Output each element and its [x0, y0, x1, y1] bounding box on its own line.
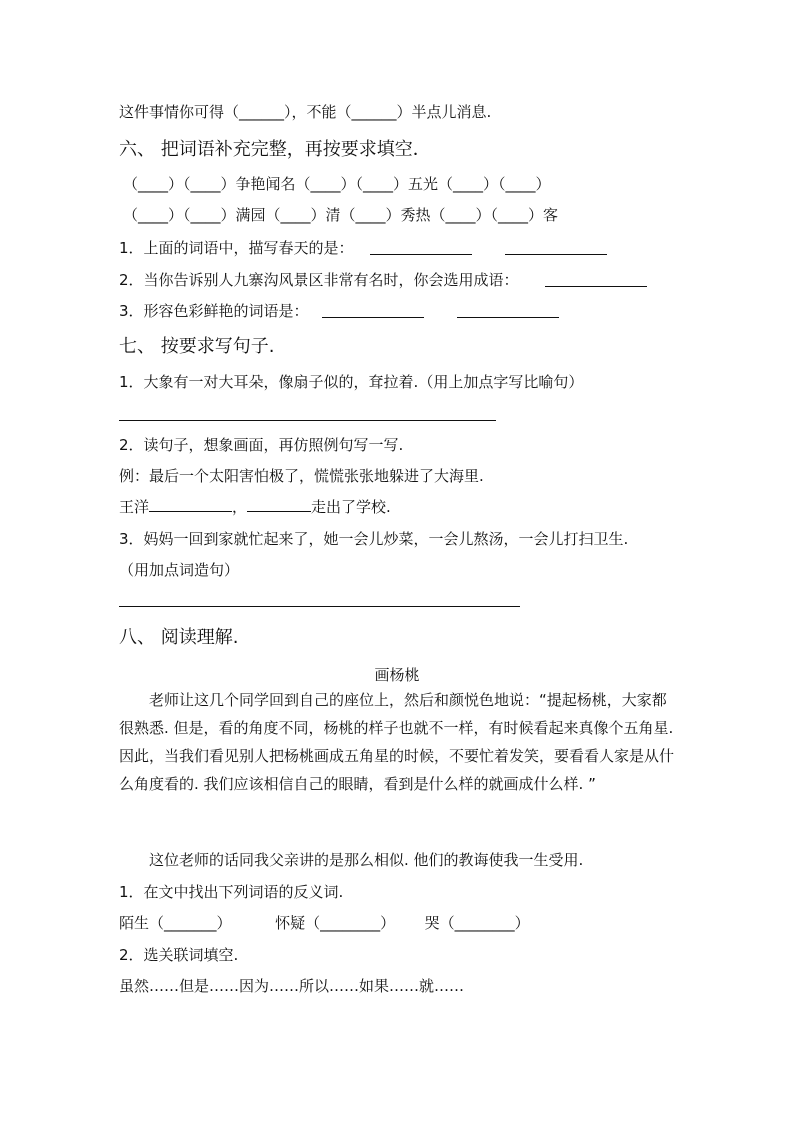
answer-blank[interactable] [370, 254, 472, 255]
answer-blank[interactable] [322, 317, 424, 318]
idiom-row-2: （____）（____）满园（____）清（____）秀热（____）（____）客 [123, 206, 559, 224]
antonym-strange: 陌生（_______） [119, 914, 232, 932]
imitation-comma: ， [232, 498, 248, 516]
question-6-2-text: 2．当你告诉别人九寨沟风景区非常有名时，你会选用成语： [119, 271, 519, 289]
imitation-subject: 王洋 [119, 498, 150, 516]
passage-title: 画杨桃 [374, 666, 420, 684]
question-8-2: 2．选关联词填空. [119, 946, 239, 964]
answer-line[interactable] [119, 606, 520, 607]
answer-blank[interactable] [149, 497, 232, 512]
question-7-3-instruction: （用加点词造句） [119, 561, 240, 579]
section-eight-heading: 八、 阅读理解. [119, 627, 239, 648]
antonym-row [119, 913, 530, 933]
section-seven-heading: 七、 按要求写句子. [119, 336, 275, 357]
question-6-2 [119, 270, 519, 290]
passage-paragraph-2: 这位老师的话同我父亲讲的是那么相似. 他们的教诲使我一生受用. [149, 851, 584, 869]
answer-line[interactable] [119, 420, 496, 421]
sentence-line-1: 这件事情你可得（______），不能（______）半点儿消息. [119, 103, 492, 121]
passage-paragraph-1: 老师让这几个同学回到自己的座位上，然后和颜悦色地说：“提起杨桃，大家都很熟悉. 但是，看的角度不同，杨桃的样子也就不一样，有时候看起来真像个五角星. 因此，当我们看见别人把杨桃画成五角星的时候，不要忙着发笑，要看看人家是从什么角度看的. 我们应该相信自己的眼睛，看到是什么样的就画成什么样. ” [119, 691, 675, 793]
imitation-ending: 走出了学校. [311, 498, 391, 516]
question-7-3: 3．妈妈一回到家就忙起来了，她一会儿炒菜，一会儿熬汤，一会儿打扫卫生. [119, 530, 629, 548]
antonym-doubt: 怀疑（________） [275, 914, 396, 932]
idiom-row-1: （____）（____）争艳闻名（____）（____）五光（____）（____） [123, 175, 551, 193]
imitation-line [119, 497, 391, 517]
example-sentence: 例：最后一个太阳害怕极了，慌慌张张地躲进了大海里. [119, 467, 484, 485]
section-six-heading: 六、 把词语补充完整，再按要求填空． [119, 139, 431, 160]
question-6-1 [119, 238, 354, 258]
conjunction-options: 虽然……但是……因为……所以……如果……就…… [119, 977, 465, 995]
question-7-1: 1．大象有一对大耳朵，像扇子似的，耷拉着.（用上加点字写比喻句） [119, 373, 584, 391]
answer-blank[interactable] [505, 254, 607, 255]
question-6-3 [119, 301, 309, 321]
answer-blank[interactable] [457, 317, 559, 318]
antonym-cry: 哭（________） [424, 914, 530, 932]
answer-blank[interactable] [247, 497, 311, 512]
question-6-1-text: 1．上面的词语中，描写春天的是： [119, 239, 354, 257]
question-7-2: 2．读句子，想象画面，再仿照例句写一写. [119, 436, 404, 454]
question-8-1: 1．在文中找出下列词语的反义词. [119, 883, 344, 901]
answer-blank[interactable] [545, 286, 647, 287]
question-6-3-text: 3．形容色彩鲜艳的词语是： [119, 302, 309, 320]
